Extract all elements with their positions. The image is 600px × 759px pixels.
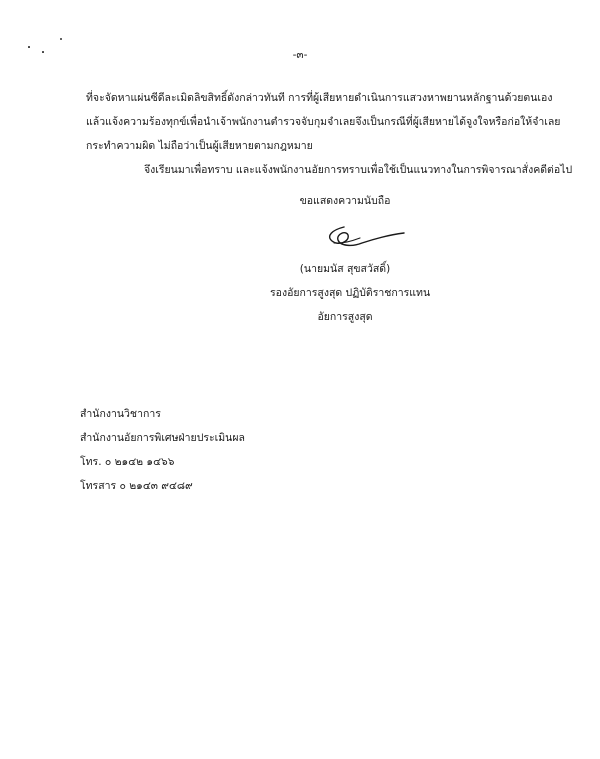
page-number: -๓-: [292, 49, 308, 61]
signatory-position: รองอัยการสูงสุด ปฏิบัติราชการแทน: [270, 287, 431, 299]
scan-speck: [60, 38, 62, 40]
contact-department: สำนักงานอัยการพิเศษฝ่ายประเมินผล: [80, 432, 245, 444]
signature: [318, 222, 408, 252]
signatory-name: (นายมนัส สุขสวัสดิ์): [299, 263, 391, 275]
salutation: ขอแสดงความนับถือ: [299, 195, 391, 207]
contact-office: สำนักงานวิชาการ: [80, 408, 161, 420]
body-line: แล้วแจ้งความร้องทุกข์เพื่อนำเจ้าพนักงานตำรวจจับกุมจำเลยจึงเป็นกรณีที่ผู้เสียหายได้จูงใจหรือก่อให้จำเลย: [86, 116, 561, 128]
signatory-position-2: อัยการสูงสุด: [317, 311, 373, 323]
contact-fax: โทรสาร ๐ ๒๑๔๓ ๙๔๘๙: [80, 480, 193, 492]
body-line: ที่จะจัดหาแผ่นซีดีละเมิดลิขสิทธิ์ดังกล่าวทันที การที่ผู้เสียหายดำเนินการแสวงหาพยานหลักฐานด้วยตนเอง: [86, 92, 553, 104]
contact-phone: โทร. ๐ ๒๑๔๒ ๑๔๖๖: [80, 456, 175, 468]
body-line: กระทำความผิด ไม่ถือว่าเป็นผู้เสียหายตามกฎหมาย: [86, 140, 313, 152]
closing-request: จึงเรียนมาเพื่อทราบ และแจ้งพนักงานอัยการทราบเพื่อใช้เป็นแนวทางในการพิจารณาสั่งคดีต่อไป: [144, 164, 573, 176]
